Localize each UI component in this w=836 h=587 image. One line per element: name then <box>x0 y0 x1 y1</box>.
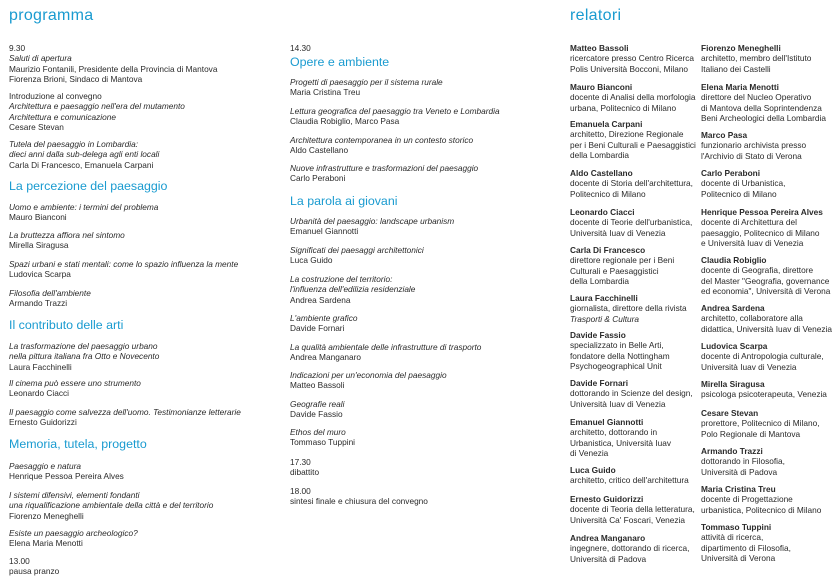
program-entry <box>290 245 560 266</box>
speaker-name: Andrea Manganaro <box>570 533 646 543</box>
entry-line: Fiorenza Brioni, Sindaco di Mantova <box>9 74 143 85</box>
speaker-role: docente di Geografia, direttore <box>701 265 814 276</box>
speaker-role: ed economia", Università di Verona <box>701 286 831 297</box>
speaker-entry <box>701 82 836 124</box>
speaker-role: Trasporti & Cultura <box>570 313 640 324</box>
program-entry <box>9 528 279 549</box>
speaker-role: architetto, Direzione Regionale <box>570 129 684 140</box>
talk-title: una riqualificazione ambientale della città e del territorio <box>9 500 214 511</box>
entry-line: Luca Guido <box>290 255 333 266</box>
speaker-entry <box>570 417 705 459</box>
entry-line: Maurizio Fontanili, Presidente della Provincia di Mantova <box>9 63 218 74</box>
speaker-role: fondatore della Nottingham <box>570 350 670 361</box>
entry-line: Fiorenzo Meneghelli <box>9 510 84 521</box>
talk-title: Spazi urbani e stati mentali: come lo spazio influenza la mente <box>9 259 239 269</box>
talk-title: Progetti di paesaggio per il sistema rurale <box>290 77 443 87</box>
program-entry <box>290 106 560 127</box>
speaker-name: Luca Guido <box>570 465 616 475</box>
program-entry <box>9 288 279 309</box>
speaker-name: Andrea Sardena <box>701 303 765 313</box>
section-heading <box>9 318 279 333</box>
section-heading <box>290 55 560 70</box>
speaker-entry <box>701 408 836 439</box>
speaker-role: Università Iuav di Venezia <box>570 227 666 238</box>
speaker-name: Ernesto Guidorizzi <box>570 494 644 504</box>
entry-line: Aldo Castellano <box>290 145 349 156</box>
entry-line: Matteo Bassoli <box>290 380 345 391</box>
speaker-name: Carlo Peraboni <box>701 168 761 178</box>
entry-line: pausa pranzo <box>9 566 60 577</box>
entry-line: Andrea Sardena <box>290 294 351 305</box>
program-entry <box>9 461 279 482</box>
speaker-entry <box>570 465 705 486</box>
program-entry <box>290 486 560 507</box>
program-entry <box>290 216 560 237</box>
speaker-role: Culturali e Paesaggistici <box>570 265 659 276</box>
speaker-role: Italiano dei Castelli <box>701 63 771 74</box>
speaker-role: Università Ca' Foscari, Venezia <box>570 514 686 525</box>
program-entry <box>9 259 279 280</box>
speaker-entry <box>570 82 705 113</box>
program-entry <box>9 341 279 372</box>
speaker-role: psicologa psicoterapeuta, Venezia <box>701 389 827 400</box>
speaker-entry <box>701 522 836 564</box>
speaker-role: Polis Università Bocconi, Milano <box>570 63 689 74</box>
speaker-name: Claudia Robiglio <box>701 255 767 265</box>
speaker-role: docente di Architettura del <box>701 217 797 228</box>
speaker-role: urbana, Politecnico di Milano <box>570 102 677 113</box>
speaker-role: docente di Antropologia culturale, <box>701 351 824 362</box>
entry-line: 18.00 <box>290 486 311 496</box>
speaker-role: paesaggio, Politecnico di Milano <box>701 227 820 238</box>
entry-line: Laura Facchinelli <box>9 361 72 372</box>
speaker-entry <box>570 533 705 564</box>
speaker-name: Matteo Bassoli <box>570 43 629 53</box>
program-entry <box>290 457 560 478</box>
program-entry <box>9 556 279 577</box>
talk-title: Uomo e ambiente: i termini del problema <box>9 202 159 212</box>
program-entry <box>9 91 279 133</box>
entry-line: Andrea Manganaro <box>290 352 362 363</box>
talk-title: La qualità ambientale delle infrastrutture di trasporto <box>290 342 482 352</box>
talk-title: Lettura geografica del paesaggio tra Veneto e Lombardia <box>290 106 500 116</box>
program-entry <box>9 490 279 521</box>
speaker-entry <box>701 255 836 297</box>
speaker-role: della Lombardia <box>570 150 630 161</box>
entry-line: Carla Di Francesco, Emanuela Carpani <box>9 159 154 170</box>
speaker-entry <box>570 43 705 74</box>
talk-title: Il cinema può essere uno strumento <box>9 378 141 388</box>
entry-line: Mauro Bianconi <box>9 212 67 223</box>
section-heading-text: La percezione del paesaggio <box>9 179 168 193</box>
entry-line: Armando Trazzi <box>9 298 68 309</box>
speaker-role: giornalista, direttore della rivista <box>570 303 687 314</box>
speaker-name: Tommaso Tuppini <box>701 522 772 532</box>
speaker-role: ricercatore presso Centro Ricerca <box>570 53 695 64</box>
talk-title: dieci anni dalla sub-delega agli enti locali <box>9 149 160 160</box>
talk-title: Saluti di apertura <box>9 53 72 64</box>
speaker-name: Henrique Pessoa Pereira Alves <box>701 207 823 217</box>
programma-title: programma <box>9 7 94 24</box>
speaker-role: docente di Analisi della morfologia <box>570 92 696 103</box>
program-entry <box>290 313 560 334</box>
section-heading <box>290 194 560 209</box>
program-entry <box>290 427 560 448</box>
speaker-entry <box>570 378 705 409</box>
speaker-name: Maria Cristina Treu <box>701 484 776 494</box>
speaker-role: Università di Verona <box>701 553 776 564</box>
speaker-role: Polo Regionale di Mantova <box>701 428 801 439</box>
program-entry <box>290 77 560 98</box>
talk-title: Urbanità del paesaggio: landscape urbanism <box>290 216 455 226</box>
speaker-role: urbanistica, Politecnico di Milano <box>701 504 822 515</box>
talk-title: La bruttezza affiora nel sintomo <box>9 230 125 240</box>
entry-line: Emanuel Giannotti <box>290 226 359 237</box>
talk-title: Significati dei paesaggi architettonici <box>290 245 424 255</box>
speaker-name: Davide Fornari <box>570 378 629 388</box>
entry-line: Ludovica Scarpa <box>9 269 71 280</box>
talk-title: l'influenza dell'edilizia residenziale <box>290 284 416 295</box>
speaker-role: Beni Archeologici della Lombardia <box>701 113 826 124</box>
speaker-role: Università di Padova <box>701 466 778 477</box>
speaker-entry <box>570 494 705 525</box>
program-entry <box>290 43 560 53</box>
program-entry <box>9 230 279 251</box>
speaker-role: e Università Iuav di Venezia <box>701 238 804 249</box>
speaker-name: Davide Fassio <box>570 330 626 340</box>
speaker-entry <box>701 130 836 161</box>
entry-line: Introduzione al convegno <box>9 91 102 101</box>
speaker-entry <box>701 484 836 515</box>
speaker-role: direttore regionale per i Beni <box>570 255 675 266</box>
talk-title: nella pittura italiana fra Otto e Novecento <box>9 351 160 362</box>
program-entry <box>290 370 560 391</box>
talk-title: Architettura e paesaggio nell'era del mutamento <box>9 101 185 112</box>
speaker-role: architetto, membro dell'Istituto <box>701 53 812 64</box>
talk-title: Filosofia dell'ambiente <box>9 288 91 298</box>
speaker-role: dottorando in Filosofia, <box>701 456 785 467</box>
entry-line: Claudia Robiglio, Marco Pasa <box>290 116 400 127</box>
speaker-role: l'Archivio di Stato di Verona <box>701 150 802 161</box>
talk-title: Nuove infrastrutture e trasformazioni del paesaggio <box>290 163 479 173</box>
speaker-role: Psychogeographical Unit <box>570 361 662 372</box>
entry-line: Mirella Siragusa <box>9 240 69 251</box>
entry-line: Ernesto Guidorizzi <box>9 417 77 428</box>
speaker-role: funzionario archivista presso <box>701 140 807 151</box>
speaker-role: specializzato in Belle Arti, <box>570 340 664 351</box>
talk-title: Il paesaggio come salvezza dell'uomo. Testimonianze letterarie <box>9 407 241 417</box>
entry-line: 9.30 <box>9 43 26 53</box>
speaker-role: Politecnico di Milano <box>701 188 777 199</box>
speaker-name: Emanuela Carpani <box>570 119 643 129</box>
entry-line: 14.30 <box>290 43 311 53</box>
talk-title: L'ambiente grafico <box>290 313 358 323</box>
entry-line: Davide Fassio <box>290 409 343 420</box>
speaker-role: architetto, critico dell'architettura <box>570 475 689 486</box>
talk-title: Tutela del paesaggio in Lombardia: <box>9 139 138 149</box>
program-entry <box>290 399 560 420</box>
entry-line: 17.30 <box>290 457 311 467</box>
speaker-role: Università Iuav di Venezia <box>701 361 797 372</box>
speaker-role: architetto, dottorando in <box>570 427 658 438</box>
speaker-role: Politecnico di Milano <box>570 188 646 199</box>
entry-line: Elena Maria Menotti <box>9 538 83 549</box>
speaker-role: direttore del Nucleo Operativo <box>701 92 812 103</box>
talk-title: Esiste un paesaggio archeologico? <box>9 528 138 538</box>
section-heading-text: Memoria, tutela, progetto <box>9 437 147 451</box>
program-entry <box>9 139 279 170</box>
speaker-name: Marco Pasa <box>701 130 748 140</box>
speaker-name: Leonardo Ciacci <box>570 207 635 217</box>
talk-title: Architettura e comunicazione <box>9 111 116 122</box>
talk-title: I sistemi difensivi, elementi fondanti <box>9 490 140 500</box>
speaker-role: docente di Teoria della letteratura, <box>570 504 695 515</box>
program-entry <box>9 378 279 399</box>
section-heading-text: La parola ai giovani <box>290 194 398 208</box>
entry-line: Davide Fornari <box>290 323 345 334</box>
speaker-entry <box>701 43 836 74</box>
entry-line: Henrique Pessoa Pereira Alves <box>9 471 124 482</box>
program-entry <box>290 342 560 363</box>
speaker-name: Carla Di Francesco <box>570 245 646 255</box>
entry-line: dibattito <box>290 467 320 478</box>
talk-title: Architettura contemporanea in un contesto storico <box>290 135 474 145</box>
speaker-entry <box>701 446 836 477</box>
speaker-role: di Mantova della Soprintendenza <box>701 102 822 113</box>
entry-line: Maria Cristina Treu <box>290 87 361 98</box>
speaker-entry <box>701 303 836 334</box>
entry-line: Leonardo Ciacci <box>9 388 69 399</box>
speaker-entry <box>570 168 705 199</box>
speaker-role: attività di ricerca, <box>701 532 764 543</box>
speaker-name: Aldo Castellano <box>570 168 633 178</box>
speaker-role: per i Beni Culturali e Paesaggistici <box>570 139 696 150</box>
speaker-name: Fiorenzo Meneghelli <box>701 43 781 53</box>
entry-line: Cesare Stevan <box>9 122 64 133</box>
speaker-role: didattica, Università Iuav di Venezia <box>701 323 832 334</box>
speaker-role: Urbanistica, Università Iuav <box>570 437 671 448</box>
speaker-name: Cesare Stevan <box>701 408 759 418</box>
speaker-entry <box>701 207 836 249</box>
speaker-name: Elena Maria Menotti <box>701 82 779 92</box>
speaker-role: docente di Teorie dell'urbanistica, <box>570 217 693 228</box>
entry-line: Tommaso Tuppini <box>290 437 356 448</box>
speaker-entry <box>701 341 836 372</box>
speaker-entry <box>701 168 836 199</box>
speaker-entry <box>570 245 705 287</box>
speaker-name: Emanuel Giannotti <box>570 417 644 427</box>
speaker-role: dottorando in Scienze del design, <box>570 388 693 399</box>
speaker-name: Laura Facchinelli <box>570 293 638 303</box>
entry-line: sintesi finale e chiusura del convegno <box>290 496 428 507</box>
speaker-name: Armando Trazzi <box>701 446 763 456</box>
entry-line: Carlo Peraboni <box>290 173 346 184</box>
talk-title: La trasformazione del paesaggio urbano <box>9 341 158 351</box>
speaker-role: docente di Urbanistica, <box>701 178 786 189</box>
talk-title: Ethos del muro <box>290 427 346 437</box>
talk-title: Geografie reali <box>290 399 345 409</box>
speaker-role: del Master "Geografia, governance <box>701 275 830 286</box>
speaker-entry <box>570 207 705 238</box>
speaker-role: della Lombardia <box>570 276 630 287</box>
relatori-title: relatori <box>570 7 622 24</box>
program-entry <box>9 202 279 223</box>
talk-title: Paesaggio e natura <box>9 461 81 471</box>
program-entry <box>9 43 279 85</box>
speaker-entry <box>570 119 705 161</box>
section-heading <box>9 179 279 194</box>
speaker-role: Università Iuav di Venezia <box>570 398 666 409</box>
speaker-role: docente di Storia dell'architettura, <box>570 178 693 189</box>
speaker-role: prorettore, Politecnico di Milano, <box>701 418 820 429</box>
speaker-role: architetto, collaboratore alla <box>701 313 803 324</box>
entry-line: 13.00 <box>9 556 30 566</box>
speaker-name: Ludovica Scarpa <box>701 341 768 351</box>
section-heading <box>9 437 279 452</box>
speaker-entry <box>570 330 705 372</box>
speaker-role: di Venezia <box>570 448 609 459</box>
speaker-role: Università di Padova <box>570 553 647 564</box>
speaker-role: ingegnere, dottorando di ricerca, <box>570 543 690 554</box>
program-entry <box>9 407 279 428</box>
speaker-name: Mauro Bianconi <box>570 82 633 92</box>
speaker-role: dipartimento di Filosofia, <box>701 542 791 553</box>
program-entry <box>290 135 560 156</box>
program-entry <box>290 274 560 305</box>
talk-title: Indicazioni per un'economia del paesaggio <box>290 370 447 380</box>
speaker-entry <box>570 293 705 324</box>
section-heading-text: Opere e ambiente <box>290 55 390 69</box>
talk-title: La costruzione del territorio: <box>290 274 393 284</box>
section-heading-text: Il contributo delle arti <box>9 318 124 332</box>
program-entry <box>290 163 560 184</box>
speaker-role: docente di Progettazione <box>701 494 793 505</box>
speaker-name: Mirella Siragusa <box>701 379 765 389</box>
speaker-entry <box>701 379 836 400</box>
